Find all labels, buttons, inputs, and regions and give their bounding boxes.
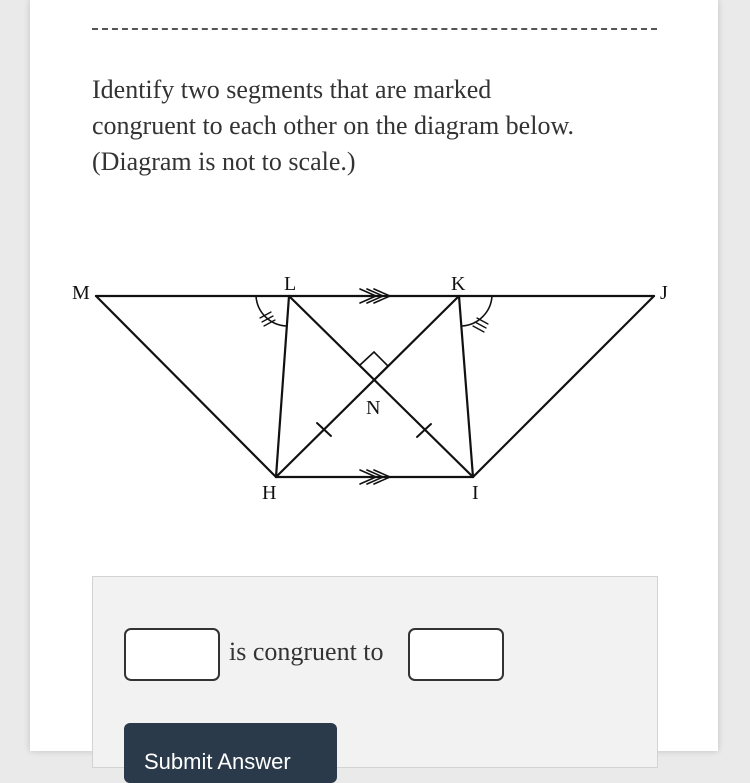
segment-ji [473, 296, 654, 477]
right-angle-marker [360, 352, 388, 380]
label-j: J [660, 282, 668, 304]
label-n: N [366, 397, 381, 419]
label-k: K [451, 273, 466, 295]
submit-answer-button[interactable]: Submit Answer [124, 723, 337, 783]
segment-li [289, 296, 473, 477]
segment-ki [459, 296, 473, 477]
segment-lh [276, 296, 289, 477]
answer-panel [92, 576, 658, 774]
segment-kh [276, 296, 459, 477]
question-line-1: Identify two segments that are marked [92, 75, 492, 104]
label-l: L [284, 273, 297, 295]
label-m: M [72, 282, 90, 304]
congruent-label: is congruent to [229, 637, 384, 666]
question-line-3: (Diagram is not to scale.) [92, 147, 356, 176]
angle-arc-k [462, 296, 492, 326]
segment-input-1[interactable] [124, 628, 220, 681]
segment-input-2[interactable] [408, 628, 504, 681]
label-i: I [472, 482, 479, 504]
segment-mh [96, 296, 276, 477]
label-h: H [262, 482, 277, 504]
question-line-2: congruent to each other on the diagram below. [92, 111, 575, 140]
question-card [30, 0, 718, 774]
geometry-diagram [30, 0, 718, 540]
